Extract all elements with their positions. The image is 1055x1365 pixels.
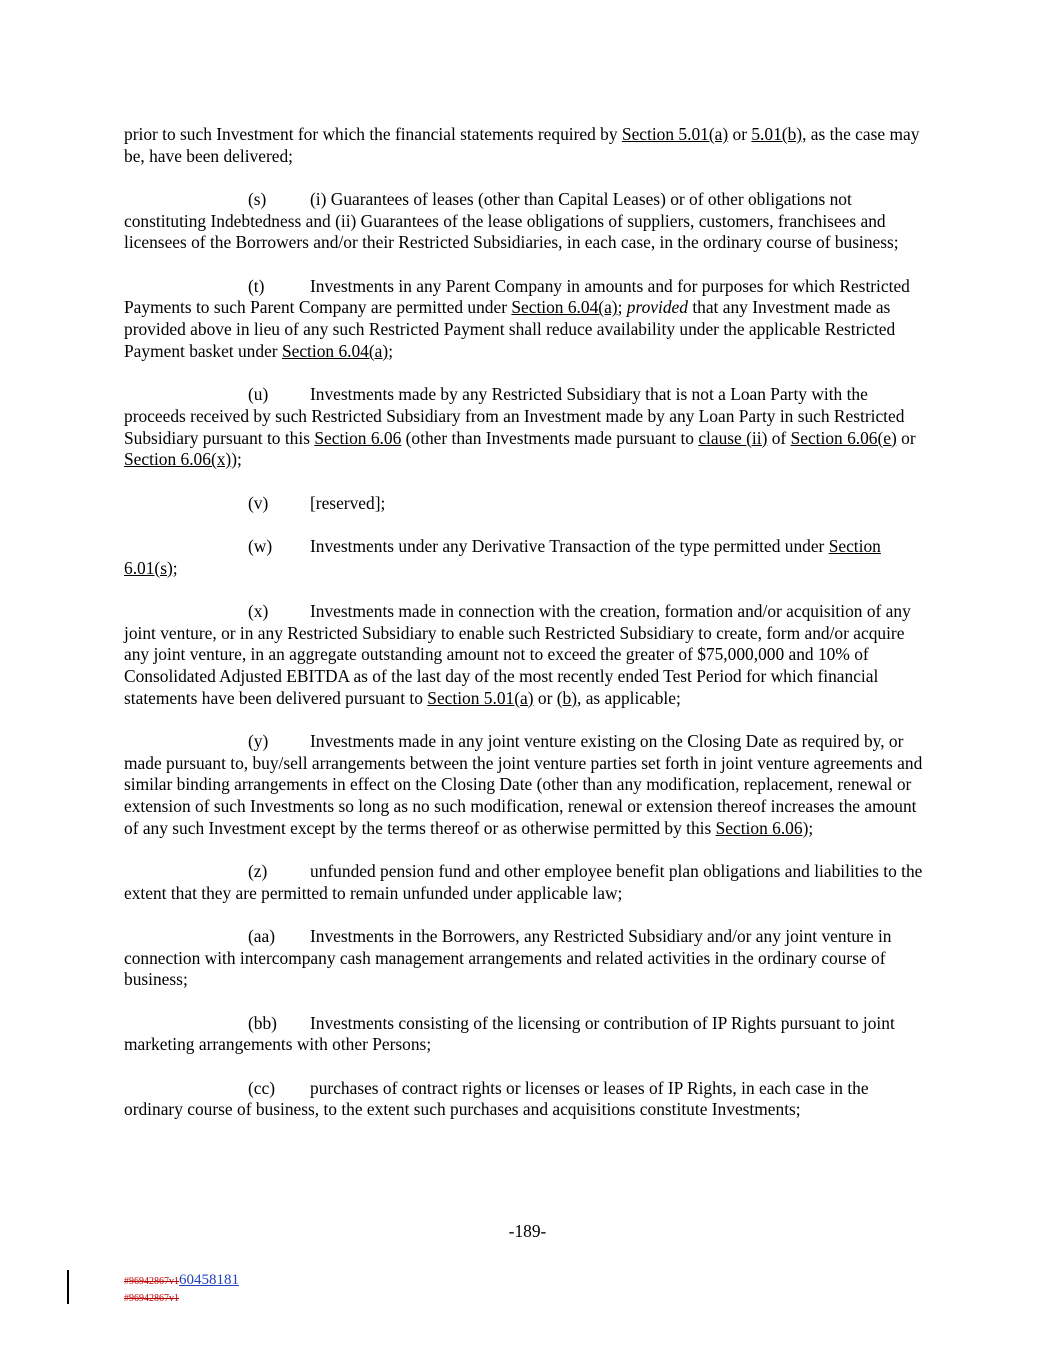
- clause-text: ;: [172, 557, 178, 578]
- clause-label: (cc): [248, 1077, 276, 1098]
- section-reference: 5.01(b): [751, 124, 803, 144]
- page-number: -189-: [508, 1221, 547, 1241]
- section-reference: (b): [556, 687, 577, 708]
- section-reference: clause (ii): [698, 427, 768, 448]
- clause-text: );: [802, 817, 814, 838]
- clause-s: [124, 189, 930, 254]
- clause-text: Investments in the Borrowers, any Restricted Subsidiary and/or any joint venture in connection with intercompany cash management arrangements and related activities in the ordinary course of business;: [124, 926, 892, 990]
- clause-label: (s): [248, 189, 267, 209]
- clause-v: [124, 493, 930, 515]
- clause-text: Investments under any Derivative Transaction of the type permitted under: [310, 535, 829, 556]
- section-reference: Section 6.06(e): [790, 427, 897, 448]
- section-reference: Section 6.04(a): [281, 340, 389, 361]
- clause-z: [124, 861, 930, 904]
- clause-t: [124, 276, 930, 363]
- clause-text: prior to such Investment for which the financial statements required by: [124, 124, 622, 144]
- clause-text: or: [896, 427, 916, 448]
- section-reference: Section 6.01(s): [124, 535, 881, 578]
- clause-text: Investments consisting of the licensing or contribution of IP Rights pursuant to joint marketing arrangements with other Persons;: [124, 1012, 895, 1055]
- clause-label: (x): [248, 600, 269, 621]
- clause-text: ;: [388, 340, 394, 361]
- clause-text: Investments made by any Restricted Subsidiary that is not a Loan Party with the proceeds received by such Restricted Subsidiary from an Investment made by any Loan Party in such Restricted Subsidiary pursuant to this: [124, 384, 905, 448]
- clause-label: (w): [248, 535, 273, 556]
- clause-label: (t): [248, 275, 265, 296]
- clause-label: (bb): [248, 1012, 277, 1033]
- clause-text: , as the case may be, have been delivered;: [124, 124, 920, 166]
- clause-label: (y): [248, 730, 269, 751]
- section-reference: Section 6.06: [314, 427, 402, 448]
- clause-text: (i) Guarantees of leases (other than Capital Leases) or of other obligations not constituting Indebtedness and (ii) Guarantees of the lease obligations of suppliers, customers, franchisees and licensees of the Borrowers and/or their Restricted Subsidiaries, in each case, in the ordinary course of business;: [124, 189, 899, 253]
- clause-text: or: [533, 687, 557, 708]
- clause-w: [124, 536, 930, 579]
- clause-bb: [124, 1013, 930, 1056]
- clause-text: that any Investment made as provided above in lieu of any such Restricted Payment shall reduce availability under the applicable Restricted Payment basket under: [124, 297, 896, 361]
- section-reference: Section 5.01(a): [621, 124, 729, 144]
- clause-y: [124, 731, 930, 840]
- clause-text: of: [767, 427, 791, 448]
- clause-text: Investments in any Parent Company in amounts and for purposes for which Restricted Payments to such Parent Company are permitted under: [124, 275, 910, 318]
- clause-label: (u): [248, 384, 269, 405]
- clause-text: , as applicable;: [577, 687, 681, 708]
- document-id: [124, 1272, 239, 1306]
- continued-paragraph: [124, 124, 930, 167]
- document-id-inserted: 60458181: [179, 1272, 239, 1288]
- clause-text: or: [728, 124, 752, 144]
- clause-cc: [124, 1078, 930, 1121]
- section-reference: Section 6.06(x): [124, 449, 232, 470]
- clause-x: [124, 601, 930, 710]
- clause-text: Investments made in connection with the creation, formation and/or acquisition of any joint venture, or in any Restricted Subsidiary to enable such Restricted Subsidiary to create, form and/or acquire any joint venture, in an aggregate outstanding amount not to exceed the greater of $75,000,000 and 10% of Consolidated Adjusted EBITDA as of the last day of the most recently ended Test Period for which financial statements have been delivered pursuant to: [124, 600, 911, 708]
- section-reference: Section 5.01(a): [427, 687, 534, 708]
- clause-text: ;: [617, 297, 627, 318]
- document-id-deleted: #96942867v1: [124, 1276, 179, 1287]
- document-id-deleted-second: #96942867v1: [124, 1293, 179, 1304]
- emphasis-text: provided: [626, 297, 688, 318]
- document-body: [124, 124, 930, 1143]
- clause-text: (other than Investments made pursuant to: [401, 427, 699, 448]
- change-bar: [67, 1270, 69, 1304]
- clause-text: purchases of contract rights or licenses or leases of IP Rights, in each case in the ordinary course of business, to the extent such purchases and acquisitions constitute Investments;: [124, 1077, 869, 1120]
- clause-u: [124, 384, 930, 471]
- clause-text: unfunded pension fund and other employee benefit plan obligations and liabilities to the extent that they are permitted to remain unfunded under applicable law;: [124, 861, 923, 903]
- clause-text: );: [231, 449, 242, 470]
- clause-text: [reserved];: [310, 492, 386, 513]
- clause-label: (aa): [248, 926, 276, 947]
- clause-label: (v): [248, 492, 269, 513]
- clause-aa: [124, 926, 930, 991]
- clause-text: Investments made in any joint venture existing on the Closing Date as required by, or made pursuant to, buy/sell arrangements between the joint venture parties set forth in joint venture agreements and similar binding arrangements in effect on the Closing Date (other than any modification, replacement, renewal or extension of such Investments so long as no such modification, renewal or extension thereof increases the amount of any such Investment except by the terms thereof or as otherwise permitted by this: [124, 730, 923, 838]
- section-reference: Section 6.04(a): [511, 297, 618, 318]
- section-reference: Section 6.06: [715, 817, 803, 838]
- clause-label: (z): [248, 861, 268, 882]
